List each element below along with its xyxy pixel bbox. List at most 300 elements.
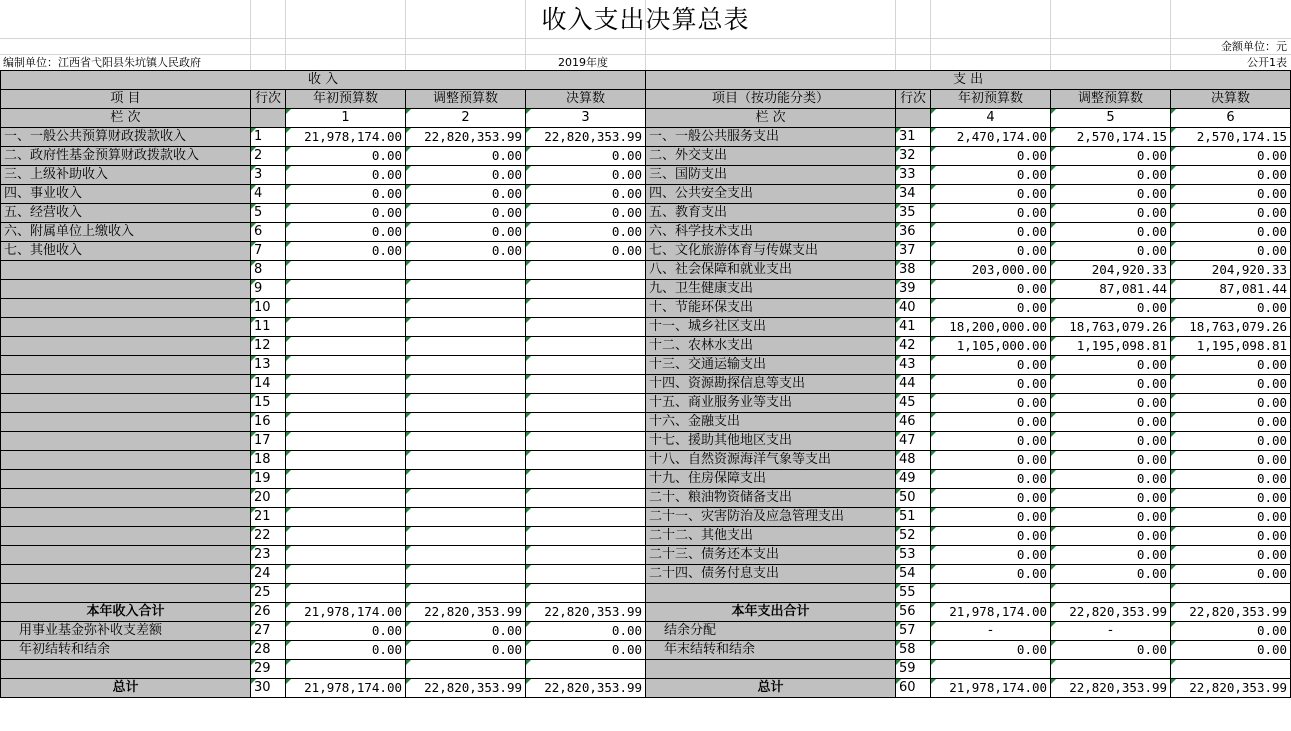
- income-value-cell: [286, 546, 406, 565]
- expense-row-no: 58: [896, 641, 931, 660]
- expense-row-no: 52: [896, 527, 931, 546]
- expense-item-name: 结余分配: [646, 622, 896, 641]
- income-value-cell: 22,820,353.99: [526, 603, 646, 622]
- income-value-cell: 22,820,353.99: [526, 128, 646, 147]
- income-value-cell: 22,820,353.99: [406, 128, 526, 147]
- expense-value-cell: [931, 584, 1051, 603]
- income-value-cell: [526, 318, 646, 337]
- income-value-cell: [406, 318, 526, 337]
- income-row-no: 11: [251, 318, 286, 337]
- expense-row-no-header: 行次: [896, 90, 931, 109]
- income-item-name: [1, 356, 251, 375]
- expense-value-cell: 0.00: [1051, 166, 1171, 185]
- table-row: [1, 432, 1291, 451]
- expense-value-cell: 0.00: [1051, 451, 1171, 470]
- income-value-cell: [526, 527, 646, 546]
- income-value-cell: [286, 261, 406, 280]
- expense-item-name: 七、文化旅游体育与传媒支出: [646, 242, 896, 261]
- expense-item-name: 本年支出合计: [646, 603, 896, 622]
- table-row: [1, 603, 1291, 622]
- expense-row-no: 47: [896, 432, 931, 451]
- expense-value-cell: 0.00: [1051, 299, 1171, 318]
- expense-value-cell: 0.00: [1051, 470, 1171, 489]
- expense-item-name: 三、国防支出: [646, 166, 896, 185]
- expense-value-cell: 22,820,353.99: [1171, 679, 1291, 698]
- expense-item-name: [646, 660, 896, 679]
- income-value-cell: [406, 375, 526, 394]
- col-number: 4: [931, 109, 1051, 128]
- expense-item-name: 四、公共安全支出: [646, 185, 896, 204]
- report-title: 收入支出决算总表: [541, 5, 750, 34]
- income-row-no: 17: [251, 432, 286, 451]
- expense-value-cell: 0.00: [1171, 546, 1291, 565]
- expense-value-cell: 0.00: [1171, 508, 1291, 527]
- table-row: [1, 546, 1291, 565]
- income-value-cell: 21,978,174.00: [286, 603, 406, 622]
- expense-value-cell: [1171, 584, 1291, 603]
- expense-value-cell: 0.00: [1051, 394, 1171, 413]
- income-value-cell: [526, 508, 646, 527]
- income-value-cell: [526, 432, 646, 451]
- income-value-cell: [406, 280, 526, 299]
- expense-item-name: 五、教育支出: [646, 204, 896, 223]
- income-value-cell: 22,820,353.99: [406, 603, 526, 622]
- income-value-cell: [526, 470, 646, 489]
- income-value-cell: 0.00: [406, 166, 526, 185]
- income-value-cell: 22,820,353.99: [526, 679, 646, 698]
- income-value-cell: [286, 280, 406, 299]
- income-row-no: 28: [251, 641, 286, 660]
- income-row-no: 18: [251, 451, 286, 470]
- income-value-cell: [406, 508, 526, 527]
- expense-value-cell: 0.00: [931, 508, 1051, 527]
- income-item-name: 五、经营收入: [1, 204, 251, 223]
- expense-item-name: 八、社会保障和就业支出: [646, 261, 896, 280]
- table-row: [1, 679, 1291, 698]
- income-row-no: 4: [251, 185, 286, 204]
- income-value-cell: [406, 413, 526, 432]
- income-value-cell: [526, 413, 646, 432]
- expense-value-cell: 0.00: [1171, 432, 1291, 451]
- expense-value-cell: 0.00: [1051, 508, 1171, 527]
- expense-row-no: 42: [896, 337, 931, 356]
- expense-value-cell: 0.00: [1171, 166, 1291, 185]
- table-row: [1, 489, 1291, 508]
- table-row: [1, 318, 1291, 337]
- expense-value-cell: 0.00: [931, 641, 1051, 660]
- income-item-name: [1, 470, 251, 489]
- expense-value-cell: 0.00: [1051, 204, 1171, 223]
- income-value-cell: [406, 451, 526, 470]
- income-value-cell: [406, 470, 526, 489]
- income-value-cell: 0.00: [526, 166, 646, 185]
- income-value-cell: [526, 299, 646, 318]
- expense-value-cell: 0.00: [1171, 147, 1291, 166]
- income-item-name: [1, 565, 251, 584]
- table-row: [1, 337, 1291, 356]
- income-value-cell: [286, 584, 406, 603]
- expense-row-no: 44: [896, 375, 931, 394]
- expense-value-cell: 0.00: [1171, 204, 1291, 223]
- expense-value-cell: 204,920.33: [1171, 261, 1291, 280]
- income-value-cell: 21,978,174.00: [286, 679, 406, 698]
- table-row: [1, 280, 1291, 299]
- table-row: [1, 622, 1291, 641]
- expense-value-cell: 18,763,079.26: [1051, 318, 1171, 337]
- expense-value-cell: 0.00: [1051, 185, 1171, 204]
- income-row-no: 5: [251, 204, 286, 223]
- expense-value-cell: 22,820,353.99: [1171, 603, 1291, 622]
- income-value-cell: 0.00: [526, 147, 646, 166]
- income-row-no: 1: [251, 128, 286, 147]
- expense-item-name: 二、外交支出: [646, 147, 896, 166]
- income-value-cell: [406, 565, 526, 584]
- expense-row-no: 32: [896, 147, 931, 166]
- expense-value-cell: 0.00: [1051, 147, 1171, 166]
- table-row: [1, 470, 1291, 489]
- income-item-name: [1, 318, 251, 337]
- income-value-cell: 0.00: [286, 223, 406, 242]
- expense-value-cell: 0.00: [931, 204, 1051, 223]
- income-value-cell: [286, 356, 406, 375]
- income-value-cell: [526, 660, 646, 679]
- income-col-label: 栏 次: [1, 109, 251, 128]
- table-row: [1, 641, 1291, 660]
- expense-row-no: 38: [896, 261, 931, 280]
- expense-item-name: 十四、资源勘探信息等支出: [646, 375, 896, 394]
- income-value-cell: [526, 337, 646, 356]
- expense-value-cell: 21,978,174.00: [931, 679, 1051, 698]
- income-adjusted-header: 调整预算数: [406, 90, 526, 109]
- income-value-cell: 0.00: [406, 185, 526, 204]
- income-value-cell: [526, 394, 646, 413]
- expense-value-cell: 1,195,098.81: [1171, 337, 1291, 356]
- expense-item-name: 二十二、其他支出: [646, 527, 896, 546]
- income-value-cell: [406, 299, 526, 318]
- income-value-cell: 0.00: [526, 641, 646, 660]
- income-item-name: [1, 394, 251, 413]
- income-value-cell: [286, 337, 406, 356]
- expense-row-no: 57: [896, 622, 931, 641]
- income-value-cell: [406, 337, 526, 356]
- expense-row-no: 35: [896, 204, 931, 223]
- expense-row-no: 31: [896, 128, 931, 147]
- income-value-cell: 0.00: [526, 223, 646, 242]
- income-row-no: 16: [251, 413, 286, 432]
- income-value-cell: 0.00: [286, 242, 406, 261]
- col-number: 5: [1051, 109, 1171, 128]
- income-value-cell: [286, 394, 406, 413]
- table-row: [1, 128, 1291, 147]
- expense-value-cell: -: [1051, 622, 1171, 641]
- table-row: [1, 508, 1291, 527]
- table-row: [1, 584, 1291, 603]
- income-row-no: 2: [251, 147, 286, 166]
- income-value-cell: [286, 489, 406, 508]
- income-item-name: [1, 280, 251, 299]
- expense-value-cell: 0.00: [931, 489, 1051, 508]
- table-row: [1, 185, 1291, 204]
- empty-cell: [251, 109, 286, 128]
- income-value-cell: [406, 432, 526, 451]
- expense-item-name: 十八、自然资源海洋气象等支出: [646, 451, 896, 470]
- table-body: [1, 128, 1291, 698]
- income-item-name: 三、上级补助收入: [1, 166, 251, 185]
- expense-row-no: 48: [896, 451, 931, 470]
- expense-value-cell: 0.00: [931, 242, 1051, 261]
- expense-value-cell: 0.00: [1051, 565, 1171, 584]
- income-item-name: [1, 261, 251, 280]
- expense-value-cell: 0.00: [1171, 641, 1291, 660]
- expense-value-cell: 0.00: [931, 413, 1051, 432]
- income-row-no-header: 行次: [251, 90, 286, 109]
- income-value-cell: [286, 413, 406, 432]
- income-value-cell: [406, 546, 526, 565]
- expense-value-cell: 1,195,098.81: [1051, 337, 1171, 356]
- expense-value-cell: 0.00: [1051, 641, 1171, 660]
- expense-value-cell: 0.00: [931, 546, 1051, 565]
- income-value-cell: [286, 299, 406, 318]
- expense-item-name: 二十四、债务付息支出: [646, 565, 896, 584]
- income-item-name: 用事业基金弥补收支差额: [1, 622, 251, 641]
- expense-row-no: 59: [896, 660, 931, 679]
- income-item-name: [1, 660, 251, 679]
- expense-value-cell: 0.00: [1051, 432, 1171, 451]
- expense-value-cell: 0.00: [1051, 223, 1171, 242]
- income-value-cell: [406, 394, 526, 413]
- income-row-no: 10: [251, 299, 286, 318]
- income-item-header: 项 目: [1, 90, 251, 109]
- income-value-cell: 0.00: [406, 204, 526, 223]
- year-label: 2019年度: [558, 56, 608, 69]
- income-row-no: 20: [251, 489, 286, 508]
- expense-value-cell: 0.00: [931, 470, 1051, 489]
- col-number: 2: [406, 109, 526, 128]
- expense-value-cell: [931, 660, 1051, 679]
- expense-value-cell: 0.00: [1171, 413, 1291, 432]
- empty-cell: [896, 109, 931, 128]
- income-value-cell: 0.00: [286, 166, 406, 185]
- expense-value-cell: [1051, 660, 1171, 679]
- income-row-no: 24: [251, 565, 286, 584]
- income-value-cell: [406, 660, 526, 679]
- accounts-table: [0, 70, 1291, 698]
- expense-item-name: 十、节能环保支出: [646, 299, 896, 318]
- income-item-name: [1, 432, 251, 451]
- income-row-no: 30: [251, 679, 286, 698]
- income-item-name: 总计: [1, 679, 251, 698]
- expense-value-cell: 18,200,000.00: [931, 318, 1051, 337]
- income-budget-header: 年初预算数: [286, 90, 406, 109]
- income-item-name: [1, 413, 251, 432]
- income-value-cell: 0.00: [526, 622, 646, 641]
- income-item-name: 本年收入合计: [1, 603, 251, 622]
- income-value-cell: [526, 280, 646, 299]
- expense-item-name: [646, 584, 896, 603]
- expense-item-name: 年末结转和结余: [646, 641, 896, 660]
- income-value-cell: [526, 261, 646, 280]
- income-row-no: 8: [251, 261, 286, 280]
- income-value-cell: 0.00: [406, 147, 526, 166]
- expense-item-name: 一、一般公共服务支出: [646, 128, 896, 147]
- expense-value-cell: 0.00: [1171, 527, 1291, 546]
- income-row-no: 12: [251, 337, 286, 356]
- column-header-row: [1, 90, 1291, 109]
- expense-value-cell: 0.00: [1171, 356, 1291, 375]
- expense-row-no: 33: [896, 166, 931, 185]
- table-row: [1, 261, 1291, 280]
- expense-item-name: 十九、住房保障支出: [646, 470, 896, 489]
- income-value-cell: [406, 489, 526, 508]
- expense-row-no: 50: [896, 489, 931, 508]
- expense-row-no: 46: [896, 413, 931, 432]
- expense-value-cell: 0.00: [1051, 546, 1171, 565]
- table-row: [1, 299, 1291, 318]
- expense-value-cell: 0.00: [931, 147, 1051, 166]
- expense-value-cell: 204,920.33: [1051, 261, 1171, 280]
- expense-value-cell: 0.00: [1171, 622, 1291, 641]
- expense-row-no: 36: [896, 223, 931, 242]
- table-row: [1, 147, 1291, 166]
- table-row: [1, 204, 1291, 223]
- income-value-cell: 0.00: [286, 185, 406, 204]
- table-row: [1, 413, 1291, 432]
- income-value-cell: 21,978,174.00: [286, 128, 406, 147]
- expense-value-cell: 22,820,353.99: [1051, 679, 1171, 698]
- income-row-no: 21: [251, 508, 286, 527]
- income-section-header: 收 入: [1, 71, 646, 90]
- section-header-row: [1, 71, 1291, 90]
- expense-item-name: 九、卫生健康支出: [646, 280, 896, 299]
- expense-value-cell: 0.00: [931, 166, 1051, 185]
- expense-value-cell: 0.00: [931, 356, 1051, 375]
- expense-item-name: 十六、金融支出: [646, 413, 896, 432]
- income-row-no: 27: [251, 622, 286, 641]
- income-row-no: 14: [251, 375, 286, 394]
- table-row: [1, 451, 1291, 470]
- expense-row-no: 39: [896, 280, 931, 299]
- expense-value-cell: 0.00: [931, 280, 1051, 299]
- expense-value-cell: 0.00: [931, 451, 1051, 470]
- income-value-cell: [526, 489, 646, 508]
- org-label: 编制单位：江西省弋阳县朱坑镇人民政府: [3, 56, 201, 69]
- expense-value-cell: 0.00: [1051, 375, 1171, 394]
- expense-row-no: 37: [896, 242, 931, 261]
- expense-final-header: 决算数: [1171, 90, 1291, 109]
- expense-item-name: 十三、交通运输支出: [646, 356, 896, 375]
- income-value-cell: [286, 432, 406, 451]
- expense-row-no: 60: [896, 679, 931, 698]
- income-value-cell: [406, 261, 526, 280]
- expense-section-header: 支 出: [646, 71, 1291, 90]
- income-value-cell: 0.00: [406, 242, 526, 261]
- expense-row-no: 43: [896, 356, 931, 375]
- income-row-no: 3: [251, 166, 286, 185]
- expense-row-no: 49: [896, 470, 931, 489]
- form-number: 公开1表: [1247, 56, 1287, 69]
- table-row: [1, 565, 1291, 584]
- expense-value-cell: 0.00: [1171, 470, 1291, 489]
- expense-value-cell: 2,470,174.00: [931, 128, 1051, 147]
- expense-item-name: 十七、援助其他地区支出: [646, 432, 896, 451]
- expense-value-cell: 0.00: [931, 223, 1051, 242]
- col-number: 3: [526, 109, 646, 128]
- expense-value-cell: 87,081.44: [1171, 280, 1291, 299]
- col-number: 1: [286, 109, 406, 128]
- table-row: [1, 375, 1291, 394]
- income-item-name: [1, 584, 251, 603]
- income-value-cell: [526, 565, 646, 584]
- income-item-name: [1, 546, 251, 565]
- expense-value-cell: 0.00: [1171, 394, 1291, 413]
- income-value-cell: 22,820,353.99: [406, 679, 526, 698]
- income-item-name: [1, 451, 251, 470]
- income-row-no: 19: [251, 470, 286, 489]
- income-row-no: 13: [251, 356, 286, 375]
- expense-value-cell: 0.00: [1171, 299, 1291, 318]
- expense-value-cell: 0.00: [1051, 413, 1171, 432]
- expense-col-label: 栏 次: [646, 109, 896, 128]
- income-value-cell: [406, 584, 526, 603]
- expense-value-cell: 0.00: [1171, 223, 1291, 242]
- table-row: [1, 166, 1291, 185]
- income-value-cell: [286, 318, 406, 337]
- income-value-cell: 0.00: [406, 622, 526, 641]
- expense-value-cell: 0.00: [1171, 375, 1291, 394]
- income-item-name: [1, 527, 251, 546]
- expense-item-name: 总计: [646, 679, 896, 698]
- income-item-name: 七、其他收入: [1, 242, 251, 261]
- expense-item-name: 二十三、债务还本支出: [646, 546, 896, 565]
- income-item-name: 六、附属单位上缴收入: [1, 223, 251, 242]
- income-value-cell: 0.00: [286, 147, 406, 166]
- table-row: [1, 660, 1291, 679]
- expense-value-cell: 0.00: [931, 299, 1051, 318]
- income-value-cell: [286, 508, 406, 527]
- table-row: [1, 527, 1291, 546]
- expense-value-cell: 0.00: [931, 527, 1051, 546]
- income-item-name: 一、一般公共预算财政拨款收入: [1, 128, 251, 147]
- expense-item-name: 十二、农林水支出: [646, 337, 896, 356]
- income-value-cell: 0.00: [286, 641, 406, 660]
- expense-value-cell: 0.00: [1171, 489, 1291, 508]
- expense-value-cell: 0.00: [1171, 451, 1291, 470]
- expense-value-cell: 0.00: [931, 565, 1051, 584]
- col-number: 6: [1171, 109, 1291, 128]
- income-row-no: 26: [251, 603, 286, 622]
- income-final-header: 决算数: [526, 90, 646, 109]
- income-value-cell: [526, 546, 646, 565]
- income-value-cell: [526, 356, 646, 375]
- amount-unit-label: 金额单位：元: [1221, 40, 1287, 53]
- expense-value-cell: 18,763,079.26: [1171, 318, 1291, 337]
- income-value-cell: 0.00: [526, 204, 646, 223]
- income-value-cell: [286, 451, 406, 470]
- income-row-no: 7: [251, 242, 286, 261]
- expense-value-cell: 0.00: [1051, 356, 1171, 375]
- expense-row-no: 45: [896, 394, 931, 413]
- expense-value-cell: 0.00: [931, 394, 1051, 413]
- income-value-cell: 0.00: [526, 242, 646, 261]
- table-row: [1, 394, 1291, 413]
- expense-value-cell: 1,105,000.00: [931, 337, 1051, 356]
- expense-item-name: 二十、粮油物资储备支出: [646, 489, 896, 508]
- income-item-name: [1, 508, 251, 527]
- income-row-no: 22: [251, 527, 286, 546]
- table-row: [1, 356, 1291, 375]
- income-value-cell: [406, 527, 526, 546]
- expense-value-cell: 203,000.00: [931, 261, 1051, 280]
